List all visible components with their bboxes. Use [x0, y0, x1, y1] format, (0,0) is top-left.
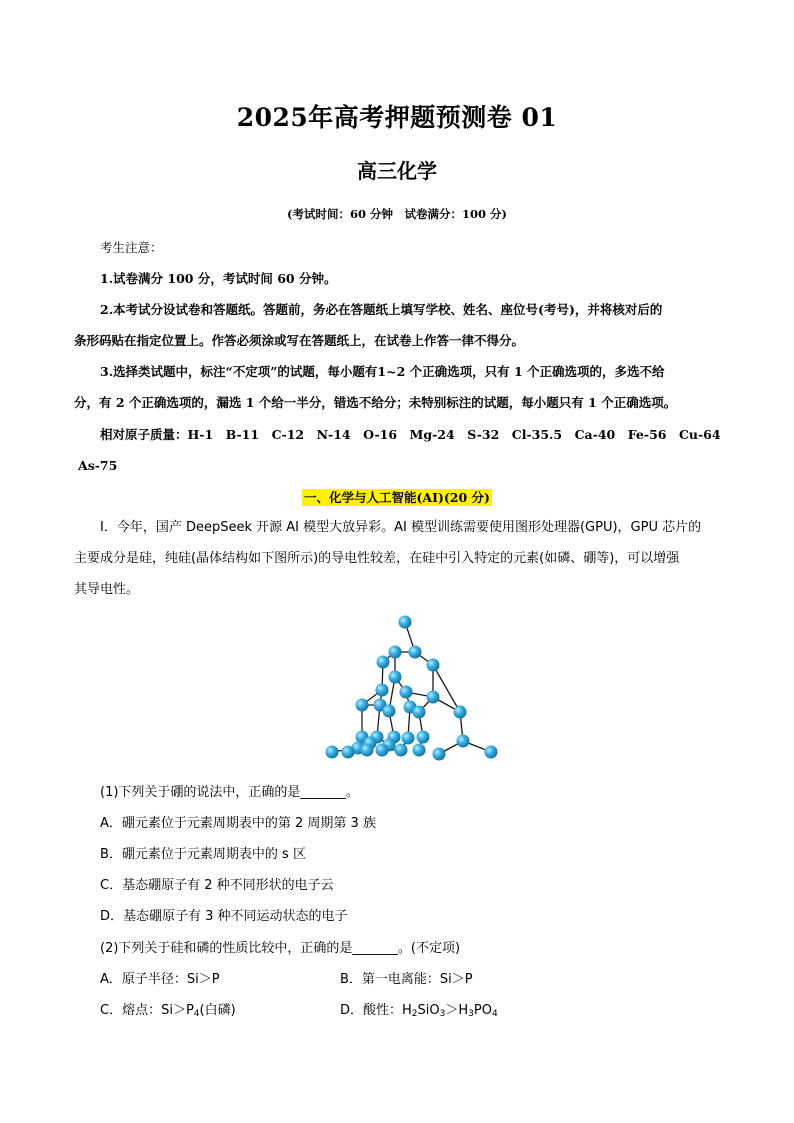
notice-item-3-line-1: 3.选择类试题中，标注“不定项”的试题，每小题有1~2 个正确选项，只有 1 个正确选项的，多选不给	[100, 364, 665, 379]
atomic-masses-line-2: As-75	[78, 458, 118, 473]
q1-stem: (1)下列关于硼的说法中，正确的是_______。	[100, 785, 359, 800]
q2-option-c: C．熔点：$Si>P_4$(白磷)	[100, 1003, 236, 1019]
silicon-atom	[389, 671, 402, 684]
silicon-atom	[427, 691, 440, 704]
intro-line-2: 主要成分是硅，纯硅(晶体结构如下图所示)的导电性较差，在硅中引入特定的元素(如磷、硼等)，可以增强	[74, 551, 680, 566]
silicon-atom	[376, 684, 389, 697]
silicon-atom	[427, 659, 440, 672]
q2-option-b: B．第一电离能：Si＞P	[340, 972, 473, 987]
silicon-atom	[400, 686, 413, 699]
q2-stem: (2)下列关于硅和磷的性质比较中，正确的是_______。(不定项)	[100, 941, 461, 956]
silicon-atom	[409, 646, 422, 659]
silicon-atom	[383, 705, 396, 718]
q1-option-a: A．硼元素位于元素周期表中的第 2 周期第 3 族	[100, 816, 376, 831]
q1-option-d: D．基态硼原子有 3 种不同运动状态的电子	[100, 909, 348, 924]
notice-item-3-line-2: 分，有 2 个正确选项的，漏选 1 个给一半分，错选不给分；未特别标注的试题，每小题只有 1 个正确选项。	[74, 395, 677, 410]
intro-line-1: I．今年，国产 DeepSeek 开源 AI 模型大放异彩。AI 模型训练需要使用图形处理器(GPU)，GPU 芯片的	[100, 520, 702, 535]
silicon-atom	[413, 706, 426, 719]
q2-option-a: A．原子半径：Si＞P	[100, 972, 220, 987]
notice-item-2-line-2: 条形码贴在指定位置上。作答必须涂或写在答题纸上，在试卷上作答一律不得分。	[74, 333, 525, 348]
exam-info: (考试时间：60 分钟 试卷满分：100 分)	[287, 207, 507, 221]
exam-title: 2025年高考押题预测卷 01	[236, 103, 558, 132]
silicon-atom	[433, 748, 446, 761]
q1-option-c: C．基态硼原子有 2 种不同形状的电子云	[100, 878, 334, 893]
silicon-atom	[413, 744, 426, 757]
silicon-atom	[454, 706, 467, 719]
silicon-atom	[342, 746, 355, 759]
section-1-title: 一、化学与人工智能(AI)(20 分)	[304, 490, 490, 505]
silicon-crystal-structure-image	[318, 608, 498, 768]
silicon-atom	[457, 735, 470, 748]
notice-item-2-line-1: 2.本考试分设试卷和答题纸。答题前，务必在答题纸上填写学校、姓名、座位号(考号)，并将核对后的	[100, 302, 663, 317]
silicon-atom	[356, 699, 369, 712]
atomic-masses-line-1: 相对原子质量：H-1 B-11 C-12 N-14 O-16 Mg-24 S-32 Cl-35.5 Ca-40 Fe-56 Cu-64	[100, 427, 721, 442]
q2-option-d: D．酸性：$H_2SiO_3>H_3PO_4$	[340, 1003, 498, 1019]
section-1-heading	[0, 487, 794, 506]
silicon-atom	[402, 732, 415, 745]
silicon-atom	[326, 746, 339, 759]
silicon-atom	[361, 744, 374, 757]
intro-line-3: 其导电性。	[74, 582, 140, 597]
silicon-atom	[485, 746, 498, 759]
exam-subtitle: 高三化学	[357, 159, 437, 183]
notice-heading: 考生注意：	[100, 240, 163, 255]
q1-option-b: B．硼元素位于元素周期表中的 s 区	[100, 847, 306, 862]
silicon-atom	[399, 616, 412, 629]
silicon-atom	[389, 646, 402, 659]
silicon-atom	[417, 731, 430, 744]
silicon-atom	[395, 744, 408, 757]
silicon-atom	[376, 744, 389, 757]
notice-item-1: 1.试卷满分 100 分，考试时间 60 分钟。	[100, 271, 337, 286]
silicon-atom	[377, 656, 390, 669]
